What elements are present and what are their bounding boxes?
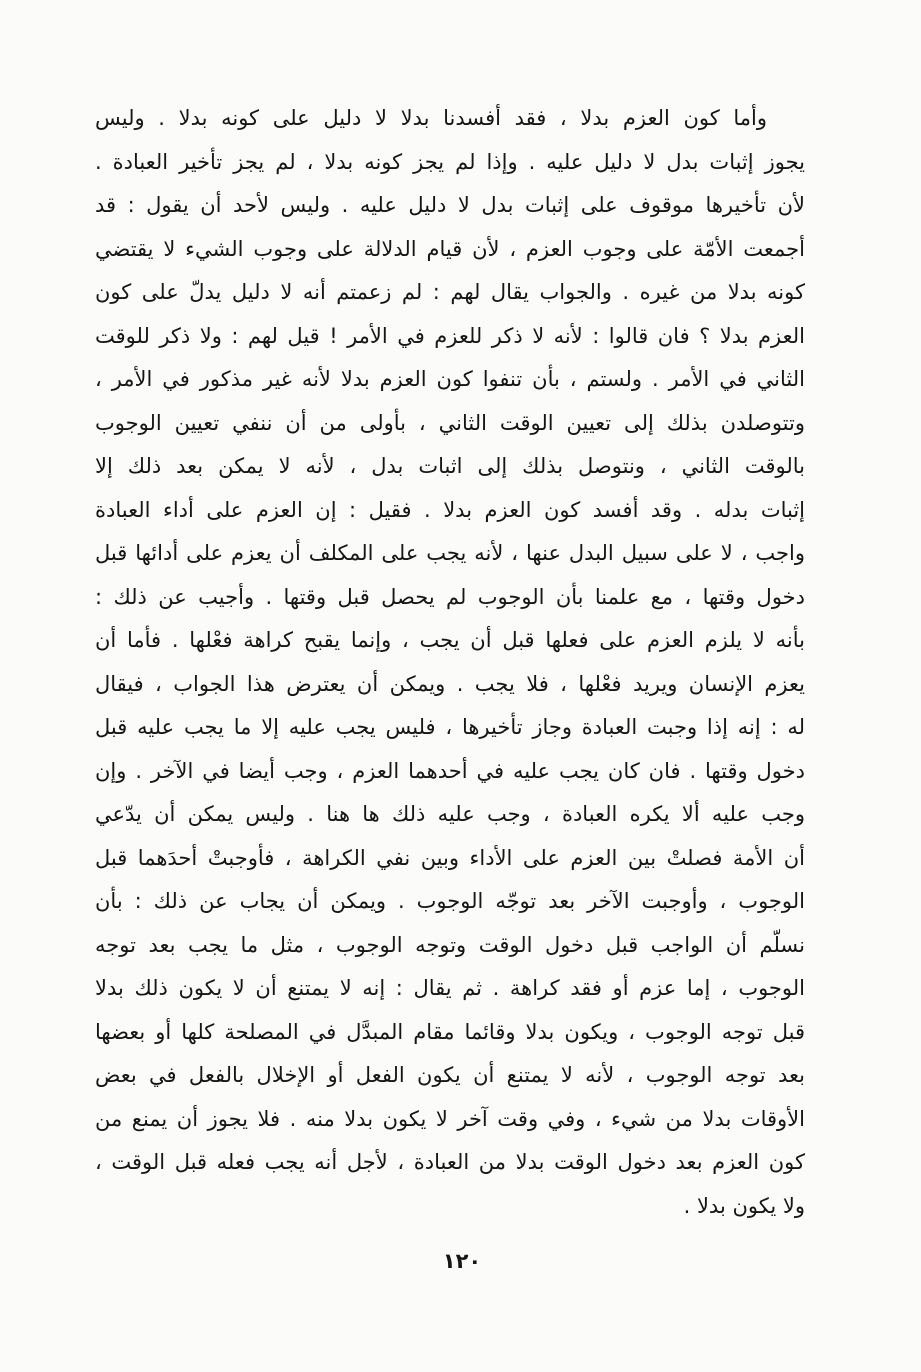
- page-number: ١٢٠: [442, 1249, 482, 1273]
- text-line: إثبات بدله . وقد أفسد كون العزم بدلا . فقيل : إن العزم على أداء العبادة: [95, 497, 805, 522]
- text-line: العزم بدلا ؟ فان قالوا : لأنه لا ذكر للعزم في الأمر ! قيل لهم : ولا ذكر للوقت: [95, 323, 805, 348]
- text-line: قبل توجه الوجوب ، ويكون بدلا وقائما مقام المبدَّل في المصلحة كلها أو بعضها: [95, 1019, 805, 1044]
- text-line: وأما كون العزم بدلا ، فقد أفسدنا بدلا لا دليل على كونه بدلا . وليس: [95, 106, 767, 130]
- text-line: وتتوصلدن بذلك إلى تعيين الوقت الثاني ، بأولى من أن ننفي تعيين الوجوب: [95, 410, 805, 435]
- text-line: بالوقت الثاني ، ونتوصل بذلك إلى اثبات بدل ، لأنه لا يمكن بعد ذلك إلا: [95, 454, 805, 478]
- text-line: لأن تأخيرها موقوف على إثبات بدل لا دليل عليه . وليس لأحد أن يقول : قد: [95, 193, 805, 217]
- text-line: بأنه لا يلزم العزم على فعلها قبل أن يجب ، وإنما يقبح كراهة فعْلها . فأما أن: [95, 628, 805, 652]
- text-line: الثاني في الأمر . ولستم ، بأن تنفوا كون العزم بدلا لأنه غير مذكور في الأمر ،: [95, 367, 805, 391]
- text-line: له : إنه إذا وجبت العبادة وجاز تأخيرها ، فليس يجب عليه إلا ما يجب عليه قبل: [95, 715, 805, 739]
- text-line: نسلّم أن الواجب قبل دخول الوقت وتوجه الوجوب ، مثل ما يجب بعد توجه: [95, 932, 805, 957]
- text-line: واجب ، لا على سبيل البدل عنها ، لأنه يجب على المكلف أن يعزم على أدائها قبل: [95, 541, 805, 565]
- text-line: كون العزم بعد دخول الوقت بدلا من العبادة ، لأجل أنه يجب فعله قبل الوقت ،: [95, 1150, 805, 1174]
- text-line: أجمعت الأمّة على وجوب العزم ، لأن قيام الدلالة على وجوب الشيء لا يقتضي: [95, 236, 805, 261]
- text-line: دخول وقتها ، مع علمنا بأن الوجوب لم يحصل قبل وقتها . وأجيب عن ذلك :: [95, 584, 805, 609]
- text-line: كونه بدلا من غيره . والجواب يقال لهم : لم زعمتم أنه لا دليل يدلّ على كون: [95, 280, 805, 304]
- text-line: أن الأمة فصلتْ بين العزم على الأداء وبين نفي الكراهة ، فأوجبتْ أحدَهما قبل: [95, 845, 805, 870]
- text-line: وجب عليه ألا يكره العبادة ، وجب عليه ذلك ها هنا . وليس يمكن أن يدّعي: [95, 802, 805, 826]
- text-line: دخول وقتها . فان كان يجب عليه في أحدهما العزم ، وجب أيضا في الآخر . وإن: [95, 758, 805, 783]
- text-line: يعزم الإنسان ويريد فعْلها ، فلا يجب . ويمكن أن يعترض هذا الجواب ، فيقال: [95, 671, 805, 696]
- text-line: ولا يكون بدلا .: [683, 1193, 805, 1218]
- text-line: الوجوب ، وأوجبت الآخر بعد توجّه الوجوب . ويمكن أن يجاب عن ذلك : بأن: [95, 889, 805, 913]
- text-line: يجوز إثبات بدل لا دليل عليه . وإذا لم يجز كونه بدلا ، لم يجز تأخير العبادة .: [95, 149, 805, 174]
- text-line: بعد توجه الوجوب ، لأنه لا يمتنع أن يكون الفعل أو الإخلال بالفعل في بعض: [95, 1063, 805, 1087]
- text-line: الأوقات بدلا من شيء ، وفي وقت آخر لا يكون بدلا منه . فلا يجوز أن يمنع من: [95, 1106, 805, 1131]
- body-text: [95, 97, 805, 1228]
- text-line: الوجوب ، إما عزم أو فقد كراهة . ثم يقال : إنه لا يمتنع أن لا يكون ذلك بدلا: [95, 976, 805, 1000]
